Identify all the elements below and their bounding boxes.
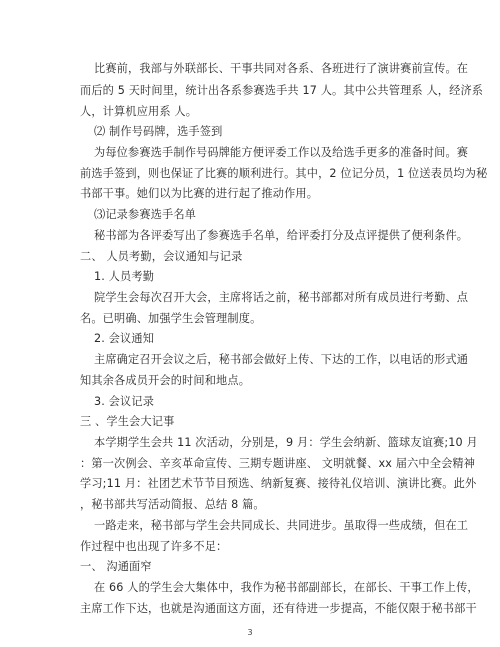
page-number: 3 <box>247 628 253 637</box>
section-heading: 一、 沟通面窄 <box>80 560 152 573</box>
section-heading: 二、 人员考勤，会议通知与记录 <box>80 250 243 263</box>
paragraph-line: 为每位参赛选手制作号码牌能方便评委工作以及给选手更多的准备时间。赛 <box>94 146 469 159</box>
section-heading: ⑵ 制作号码牌，选手签到 <box>94 125 223 138</box>
paragraph-line: 本学期学生会共 11 次活动，分别是，9 月：学生会纳新、篮球友谊赛;10 月 <box>94 436 478 449</box>
paragraph-line: 秘书部为各评委写出了参赛选手名单，给评委打分及点评提供了便利条件。 <box>94 229 469 242</box>
paragraph-line: 前选手签到，则也保证了比赛的顺利进行。其中，2 位记分员，1 位送表员均为秘 <box>80 167 488 180</box>
paragraph-line: ：第一次例会、辛亥革命宣传、三期专题讲座、 文明就餐、xx 届六中全会精神 <box>80 457 476 470</box>
section-heading: ⑶记录参赛选手名单 <box>94 208 197 221</box>
section-heading: 1. 人员考勤 <box>94 270 155 283</box>
paragraph-line: 主席确定召开会议之后，秘书部会做好上传、下达的工作，以电话的形式通 <box>94 353 469 366</box>
paragraph-line: 在 66 人的学生会大集体中，我作为秘书部副部长，在部长、干事工作上传， <box>94 581 479 594</box>
paragraph-line: 而后的 5 天时间里，统计出各系参赛选手共 17 人。其中公共管理系 人，经济系 <box>80 84 484 97</box>
paragraph-line: 作过程中也出现了许多不足： <box>80 540 228 553</box>
paragraph-line: 知其余各成员开会的时间和地点。 <box>80 374 251 387</box>
section-heading: 三 、学生会大记事 <box>80 415 175 428</box>
paragraph-line: 学习;11 月：社团艺术节节目预选、纳新复赛、接待礼仪培训、演讲比赛。此外 <box>80 477 477 490</box>
paragraph-line: 人，计算机应用系 人。 <box>80 105 198 118</box>
paragraph-line: 比赛前，我部与外联部长、干事共同对各系、各班进行了演讲赛前宣传。在 <box>94 62 469 75</box>
paragraph-line: 名。已明确、加强学生会管理制度。 <box>80 312 262 325</box>
section-heading: 3. 会议记录 <box>94 395 155 408</box>
paragraph-line: 一路走来，秘书部与学生会共同成长、共同进步。虽取得一些成绩，但在工 <box>94 519 469 532</box>
paragraph-line: 院学生会每次召开大会，主席将话之前，秘书部都对所有成员进行考勤、点 <box>94 291 469 304</box>
paragraph-line: 主席工作下达，也就是沟通面这方面，还有待进一步提高，不能仅限于秘书部干 <box>80 602 477 615</box>
paragraph-line: 书部干事。她们以为比赛的进行起了推动作用。 <box>80 187 319 200</box>
paragraph-line: ，秘书部共写活动简报、总结 8 篇。 <box>80 498 265 511</box>
section-heading: 2. 会议通知 <box>94 332 155 345</box>
